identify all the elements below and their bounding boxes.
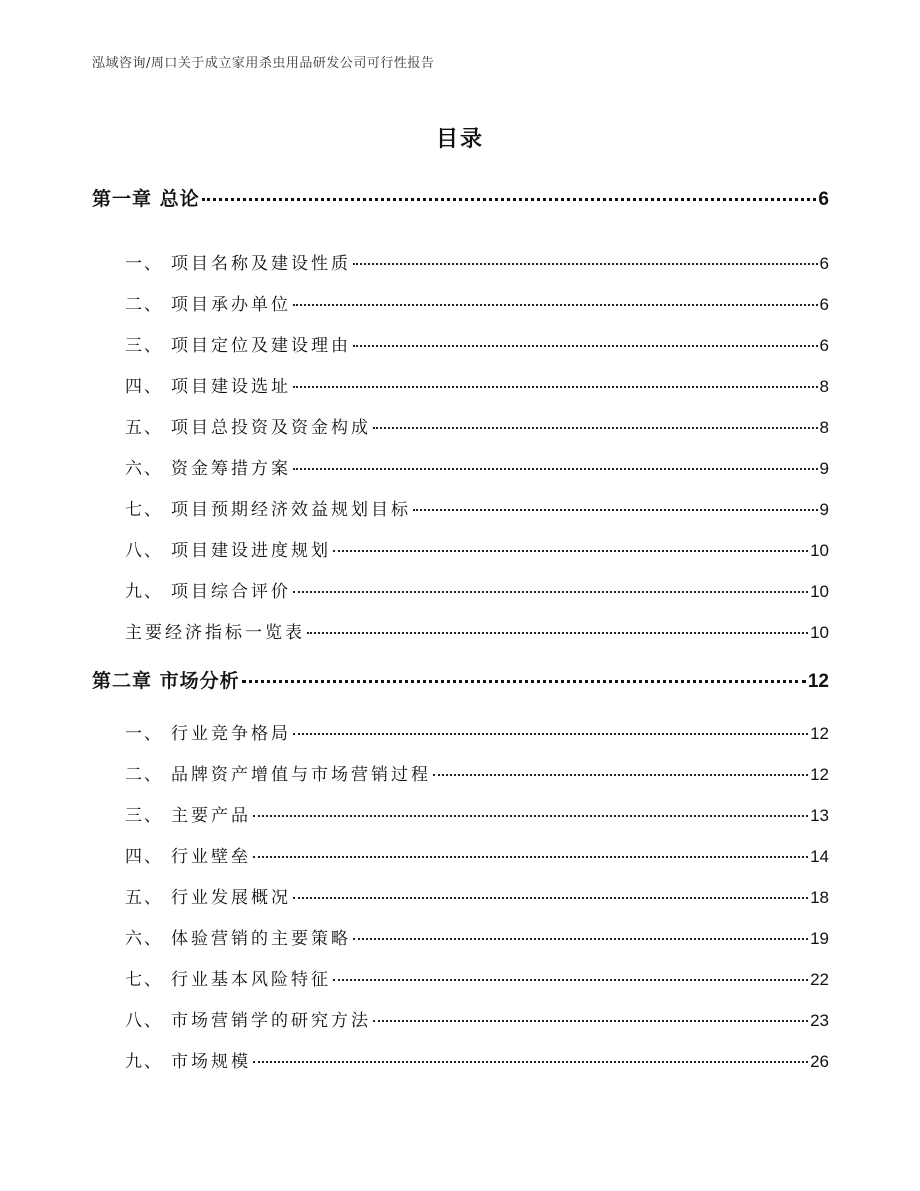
toc-entry-number: 三、 <box>125 806 163 826</box>
toc-entry-label: 项目定位及建设理由 <box>171 336 351 356</box>
dot-leader <box>293 897 808 899</box>
toc-page-number: 10 <box>810 541 829 560</box>
toc-page-number: 6 <box>818 189 829 210</box>
toc-page-number: 10 <box>810 623 829 642</box>
dot-leader <box>353 263 818 265</box>
toc-entry-label: 项目建设进度规划 <box>171 541 331 561</box>
toc-entry[interactable] <box>125 372 829 397</box>
toc-entry-label: 主要产品 <box>171 806 251 826</box>
toc-page-number: 9 <box>819 459 829 478</box>
toc-entry[interactable] <box>125 290 829 315</box>
toc-page-number: 12 <box>810 724 829 743</box>
toc-page-number: 14 <box>810 847 829 866</box>
toc-entry[interactable] <box>125 965 829 990</box>
toc-entry-label: 主要经济指标一览表 <box>125 623 305 643</box>
toc-entry-number: 六、 <box>125 459 163 479</box>
toc-entry-number: 九、 <box>125 582 163 602</box>
toc-entry[interactable] <box>125 719 829 744</box>
toc-entry-label: 市场规模 <box>171 1052 251 1072</box>
toc-entry-number: 六、 <box>125 929 163 949</box>
dot-leader <box>202 198 817 201</box>
toc-page-number: 6 <box>819 295 829 314</box>
toc-entry[interactable] <box>125 760 829 785</box>
toc-page-number: 22 <box>810 970 829 989</box>
toc-entry-label: 项目承办单位 <box>171 295 291 315</box>
toc-page-number: 23 <box>810 1011 829 1030</box>
toc-page-number: 12 <box>810 765 829 784</box>
toc-chapter-2[interactable] <box>92 666 829 693</box>
toc-entry[interactable] <box>125 801 829 826</box>
toc-entry-label: 资金筹措方案 <box>171 459 291 479</box>
toc-entry-label: 项目预期经济效益规划目标 <box>171 500 411 520</box>
toc-entry-number: 二、 <box>125 765 163 785</box>
dot-leader <box>353 938 808 940</box>
header-divider <box>92 76 828 77</box>
toc-entry-number: 一、 <box>125 724 163 744</box>
toc-chapter-1[interactable] <box>92 184 829 211</box>
toc-entry[interactable] <box>125 495 829 520</box>
toc-page-number: 9 <box>819 500 829 519</box>
toc-entry[interactable] <box>125 842 829 867</box>
dot-leader <box>413 509 818 511</box>
toc-entry[interactable] <box>125 331 829 356</box>
toc-entry-label: 项目综合评价 <box>171 582 291 602</box>
toc-entry-label: 项目总投资及资金构成 <box>171 418 371 438</box>
toc-entry-number: 一、 <box>125 254 163 274</box>
toc-title: 目录 <box>435 127 484 152</box>
toc-page-number: 6 <box>819 254 829 273</box>
toc-page-number: 8 <box>819 377 829 396</box>
toc-entry-label: 体验营销的主要策略 <box>171 929 351 949</box>
dot-leader <box>293 386 818 388</box>
toc-entry[interactable] <box>125 1006 829 1031</box>
toc-entry-number: 九、 <box>125 1052 163 1072</box>
toc-entry-number: 四、 <box>125 377 163 397</box>
toc-entry-number: 五、 <box>125 418 163 438</box>
toc-page-number: 10 <box>810 582 829 601</box>
toc-entry-number: 二、 <box>125 295 163 315</box>
toc-page-number: 6 <box>819 336 829 355</box>
toc-page-number: 12 <box>807 671 829 692</box>
toc-entry-label: 行业发展概况 <box>171 888 291 908</box>
toc-page-number: 19 <box>810 929 829 948</box>
toc-entry[interactable] <box>125 454 829 479</box>
toc-entry-summary-table[interactable] <box>125 618 829 643</box>
dot-leader <box>307 632 808 634</box>
toc-page-number: 13 <box>810 806 829 825</box>
toc-page-number: 18 <box>810 888 829 907</box>
dot-leader <box>293 733 808 735</box>
dot-leader <box>253 1061 808 1063</box>
toc-entry[interactable] <box>125 924 829 949</box>
toc-entry-number: 七、 <box>125 970 163 990</box>
running-header: 泓域咨询/周口关于成立家用杀虫用品研发公司可行性报告 <box>92 56 435 71</box>
dot-leader <box>433 774 808 776</box>
toc-entry-number: 三、 <box>125 336 163 356</box>
toc-entry[interactable] <box>125 1047 829 1072</box>
toc-entry[interactable] <box>125 883 829 908</box>
dot-leader <box>253 815 808 817</box>
toc-entry-label: 项目名称及建设性质 <box>171 254 351 274</box>
dot-leader <box>293 304 818 306</box>
dot-leader <box>293 468 818 470</box>
toc-entry-number: 八、 <box>125 541 163 561</box>
toc-entry-number: 四、 <box>125 847 163 867</box>
toc-entry-label: 品牌资产增值与市场营销过程 <box>171 765 431 785</box>
toc-entry-label: 市场营销学的研究方法 <box>171 1011 371 1031</box>
dot-leader <box>353 345 818 347</box>
toc-page-number: 26 <box>810 1052 829 1071</box>
dot-leader <box>242 680 806 683</box>
toc-entry-number: 七、 <box>125 500 163 520</box>
toc-entry-number: 五、 <box>125 888 163 908</box>
dot-leader <box>373 1020 808 1022</box>
toc-page-number: 8 <box>819 418 829 437</box>
toc-entry[interactable] <box>125 577 829 602</box>
toc-entry-label: 行业基本风险特征 <box>171 970 331 990</box>
toc-entry-label: 项目建设选址 <box>171 377 291 397</box>
toc-entry-label: 行业竞争格局 <box>171 724 291 744</box>
toc-entry[interactable] <box>125 413 829 438</box>
toc-entry-label: 行业壁垒 <box>171 847 251 867</box>
dot-leader <box>333 979 808 981</box>
toc-chapter-label: 第二章 市场分析 <box>92 670 240 692</box>
toc-entry[interactable] <box>125 536 829 561</box>
dot-leader <box>293 591 808 593</box>
dot-leader <box>333 550 808 552</box>
dot-leader <box>253 856 808 858</box>
toc-entry-number: 八、 <box>125 1011 163 1031</box>
toc-entry[interactable] <box>125 249 829 274</box>
dot-leader <box>373 427 818 429</box>
toc-chapter-label: 第一章 总论 <box>92 188 200 210</box>
